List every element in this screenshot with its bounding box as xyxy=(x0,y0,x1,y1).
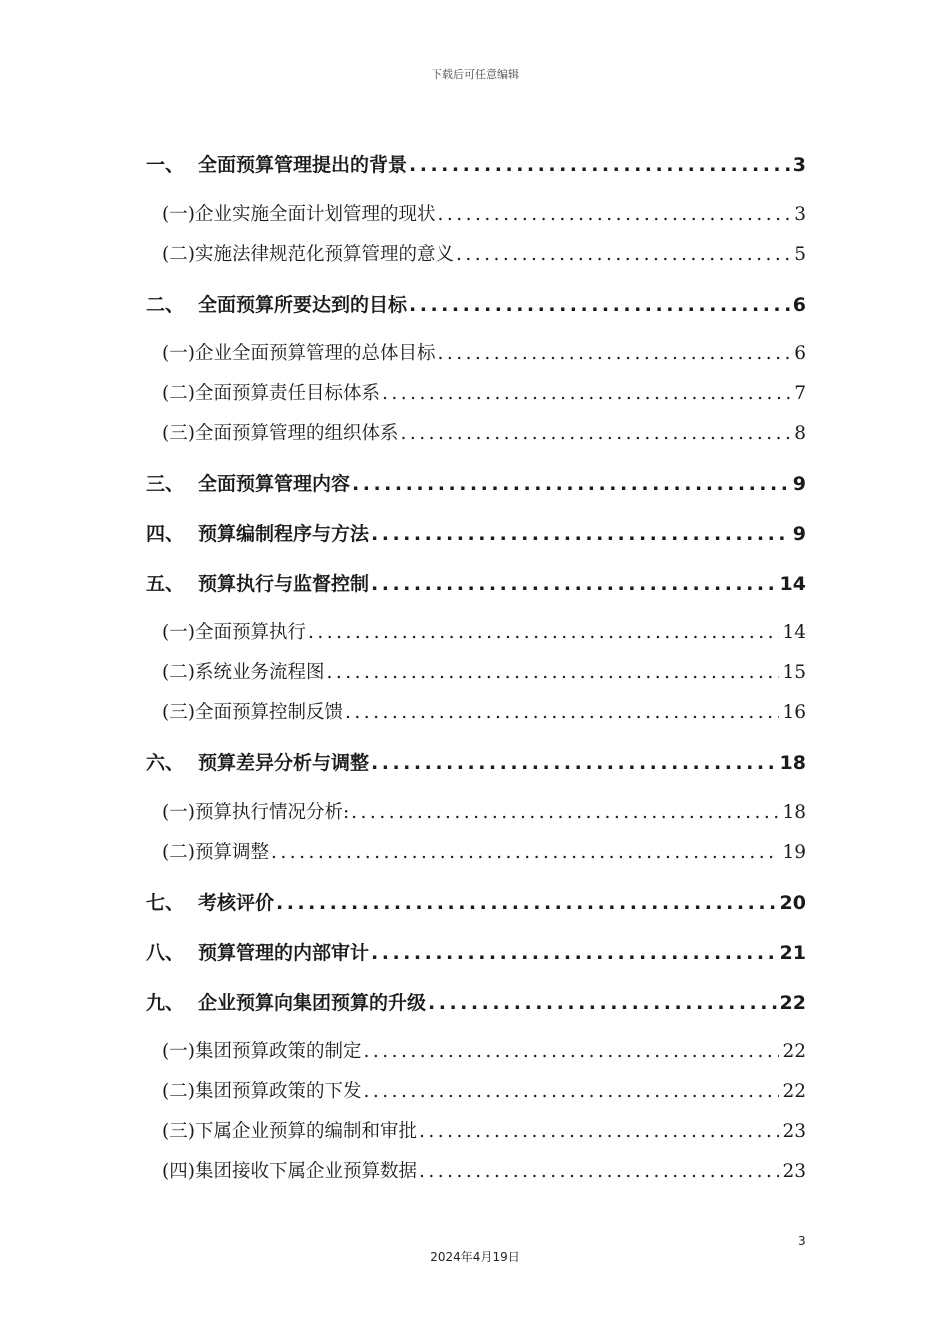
toc-entry-page: 20 xyxy=(779,892,806,914)
toc-chapter-entry[interactable] xyxy=(146,569,806,599)
toc-chapter-entry[interactable] xyxy=(146,988,806,1018)
toc-section-entry[interactable] xyxy=(146,1037,806,1067)
toc-entry-number: 四、 xyxy=(146,523,185,545)
toc-entry-title: 企业实施全面计划管理的现状 xyxy=(194,204,436,225)
page-footer-date: 2024年4月19日 xyxy=(430,1250,520,1264)
toc-section-entry[interactable] xyxy=(146,658,806,688)
toc-entry-page: 6 xyxy=(794,343,806,364)
toc-leader-dots xyxy=(454,240,791,270)
toc-entry-page: 22 xyxy=(782,1081,806,1102)
toc-leader-dots xyxy=(349,798,779,828)
toc-entry-title: 集团预算政策的下发 xyxy=(194,1081,362,1102)
toc-leader-dots xyxy=(417,1117,780,1147)
toc-section-entry[interactable] xyxy=(146,200,806,230)
toc-leader-dots xyxy=(435,339,791,369)
toc-entry-page: 14 xyxy=(782,622,806,643)
toc-entry-page: 3 xyxy=(794,204,806,225)
toc-leader-dots xyxy=(369,748,777,778)
toc-entry-number: (二) xyxy=(162,662,195,683)
toc-leader-dots xyxy=(306,618,780,648)
toc-entry-title: 实施法律规范化预算管理的意义 xyxy=(194,244,454,265)
toc-section-entry[interactable] xyxy=(146,339,806,369)
toc-chapter-entry[interactable] xyxy=(146,469,806,499)
toc-entry-title: 企业全面预算管理的总体目标 xyxy=(194,343,436,364)
toc-leader-dots xyxy=(426,988,777,1018)
page-header: 下载后可任意编辑 xyxy=(431,68,519,81)
toc-entry-title: 下属企业预算的编制和审批 xyxy=(194,1121,417,1142)
toc-chapter-entry[interactable] xyxy=(146,938,806,968)
toc-entry-number: (四) xyxy=(162,1161,195,1182)
toc-entry-page: 22 xyxy=(779,992,806,1014)
toc-leader-dots xyxy=(380,379,791,409)
toc-entry-number: (一) xyxy=(162,343,195,364)
toc-entry-title: 全面预算管理的组织体系 xyxy=(194,423,399,444)
toc-entry-number: (一) xyxy=(162,622,195,643)
toc-section-entry[interactable] xyxy=(146,1117,806,1147)
toc-entry-title: 预算编制程序与方法 xyxy=(198,523,370,545)
toc-entry-title: 预算执行情况分析: xyxy=(194,802,350,823)
toc-entry-number: (三) xyxy=(162,702,195,723)
toc-entry-title: 集团接收下属企业预算数据 xyxy=(194,1161,417,1182)
toc-leader-dots xyxy=(350,469,790,499)
toc-entry-page: 18 xyxy=(779,752,806,774)
toc-section-entry[interactable] xyxy=(146,240,806,270)
toc-entry-number: 八、 xyxy=(146,942,185,964)
toc-entry-page: 19 xyxy=(782,842,806,863)
toc-chapter-entry[interactable] xyxy=(146,748,806,778)
toc-chapter-entry[interactable] xyxy=(146,888,806,918)
toc-entry-number: 五、 xyxy=(146,573,185,595)
toc-leader-dots xyxy=(343,698,780,728)
toc-entry-title: 预算执行与监督控制 xyxy=(198,573,370,595)
toc-entry-number: (三) xyxy=(162,1121,195,1142)
toc-entry-title: 全面预算所要达到的目标 xyxy=(198,294,408,316)
toc-entry-page: 5 xyxy=(794,244,806,265)
page-number: 3 xyxy=(798,1234,806,1248)
toc-section-entry[interactable] xyxy=(146,1157,806,1187)
toc-section-entry[interactable] xyxy=(146,798,806,828)
toc-entry-page: 9 xyxy=(792,473,806,495)
toc-entry-page: 3 xyxy=(792,154,806,176)
toc-entry-page: 16 xyxy=(782,702,806,723)
toc-leader-dots xyxy=(407,290,790,320)
toc-section-entry[interactable] xyxy=(146,698,806,728)
toc-entry-page: 6 xyxy=(792,294,806,316)
toc-entry-number: (二) xyxy=(162,842,195,863)
toc-entry-title: 全面预算管理提出的背景 xyxy=(198,154,408,176)
toc-entry-title: 全面预算管理内容 xyxy=(198,473,351,495)
toc-leader-dots xyxy=(361,1077,779,1107)
toc-entry-number: (一) xyxy=(162,802,195,823)
toc-entry-page: 18 xyxy=(782,802,806,823)
toc-chapter-entry[interactable] xyxy=(146,290,806,320)
toc-section-entry[interactable] xyxy=(146,838,806,868)
toc-entry-number: 一、 xyxy=(146,154,185,176)
toc-entry-page: 9 xyxy=(792,523,806,545)
toc-entry-number: 六、 xyxy=(146,752,185,774)
toc-leader-dots xyxy=(269,838,780,868)
toc-entry-title: 全面预算责任目标体系 xyxy=(194,383,380,404)
toc-entry-title: 预算调整 xyxy=(194,842,269,863)
toc-leader-dots xyxy=(417,1157,780,1187)
toc-section-entry[interactable] xyxy=(146,1077,806,1107)
toc-entry-title: 系统业务流程图 xyxy=(194,662,325,683)
toc-entry-number: 三、 xyxy=(146,473,185,495)
toc-section-entry[interactable] xyxy=(146,379,806,409)
toc-entry-number: (二) xyxy=(162,1081,195,1102)
toc-chapter-entry[interactable] xyxy=(146,150,806,180)
toc-leader-dots xyxy=(274,888,777,918)
toc-entry-page: 23 xyxy=(782,1121,806,1142)
toc-entry-title: 考核评价 xyxy=(198,892,275,914)
toc-entry-number: (一) xyxy=(162,1041,195,1062)
toc-section-entry[interactable] xyxy=(146,618,806,648)
toc-entry-number: (三) xyxy=(162,423,195,444)
toc-entry-title: 集团预算政策的制定 xyxy=(194,1041,362,1062)
toc-entry-number: (一) xyxy=(162,204,195,225)
toc-entry-number: (二) xyxy=(162,244,195,265)
toc-entry-page: 15 xyxy=(782,662,806,683)
toc-entry-number: 九、 xyxy=(146,992,185,1014)
toc-leader-dots xyxy=(407,150,790,180)
toc-section-entry[interactable] xyxy=(146,419,806,449)
toc-entry-title: 企业预算向集团预算的升级 xyxy=(198,992,427,1014)
toc-entry-title: 全面预算控制反馈 xyxy=(194,702,343,723)
toc-entry-number: (二) xyxy=(162,383,195,404)
toc-entry-page: 8 xyxy=(794,423,806,444)
toc-entry-number: 二、 xyxy=(146,294,185,316)
toc-entry-number: 七、 xyxy=(146,892,185,914)
toc-leader-dots xyxy=(369,938,777,968)
toc-entry-page: 21 xyxy=(779,942,806,964)
toc-leader-dots xyxy=(324,658,779,688)
toc-leader-dots xyxy=(369,519,790,549)
toc-entry-page: 22 xyxy=(782,1041,806,1062)
toc-entry-title: 预算差异分析与调整 xyxy=(198,752,370,774)
toc-leader-dots xyxy=(369,569,777,599)
toc-entry-page: 14 xyxy=(779,573,806,595)
toc-entry-page: 23 xyxy=(782,1161,806,1182)
toc-entry-title: 预算管理的内部审计 xyxy=(198,942,370,964)
toc-leader-dots xyxy=(398,419,791,449)
toc-entry-page: 7 xyxy=(794,383,806,404)
toc-leader-dots xyxy=(435,200,791,230)
toc-chapter-entry[interactable] xyxy=(146,519,806,549)
toc-entry-title: 全面预算执行 xyxy=(194,622,306,643)
toc-leader-dots xyxy=(361,1037,779,1067)
